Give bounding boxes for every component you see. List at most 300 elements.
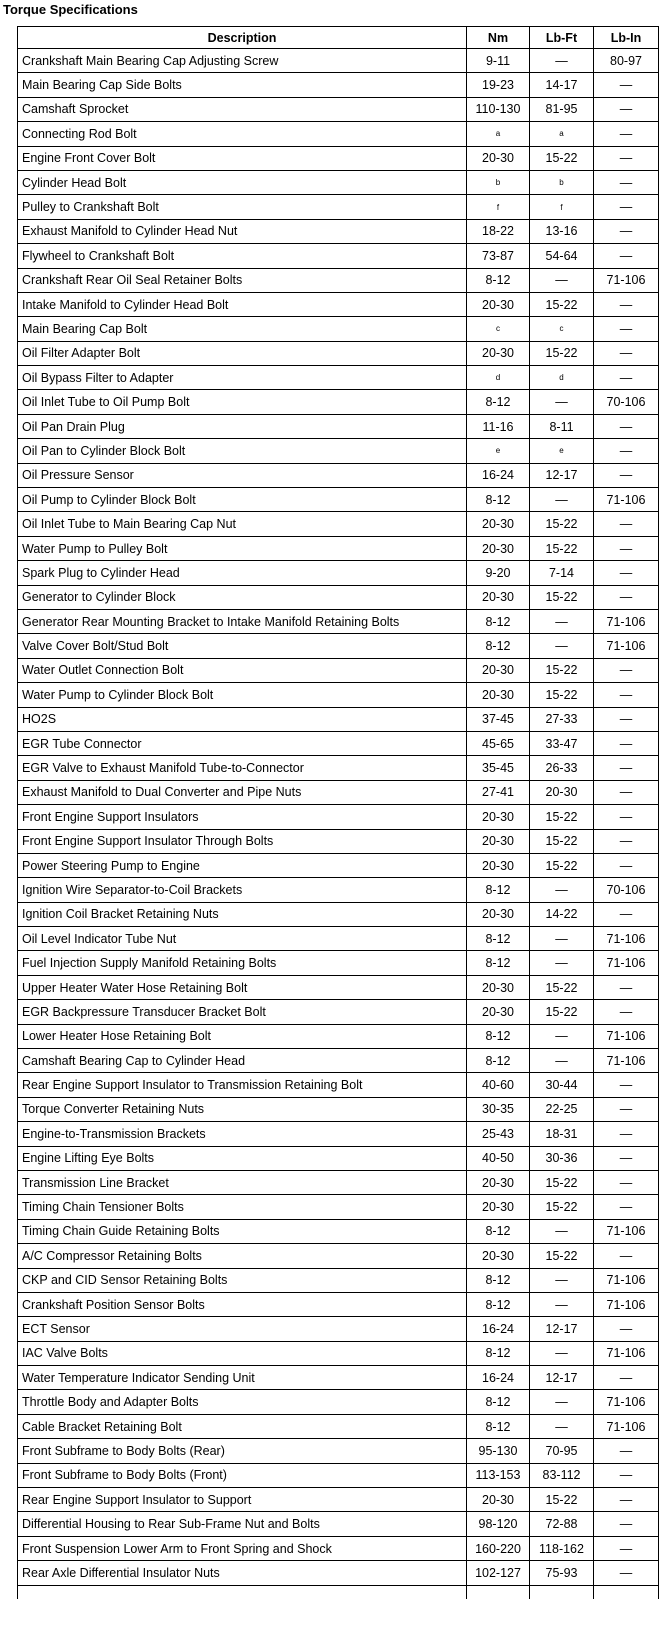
cell-description: Water Outlet Connection Bolt — [18, 658, 467, 682]
cell-lb-in: 71-106 — [594, 1414, 659, 1438]
cell-lb-in: — — [594, 1244, 659, 1268]
cell-lb-in: — — [594, 1366, 659, 1390]
cell-description: Spark Plug to Cylinder Head — [18, 561, 467, 585]
table-row — [18, 1561, 659, 1585]
table-row — [18, 829, 659, 853]
cell-description: Torque Converter Retaining Nuts — [18, 1097, 467, 1121]
cell-description: Oil Inlet Tube to Oil Pump Bolt — [18, 390, 467, 414]
table-row — [18, 49, 659, 73]
cell-lb-ft: 30-36 — [530, 1146, 594, 1170]
cell-description: Water Pump to Cylinder Block Bolt — [18, 683, 467, 707]
table-row — [18, 439, 659, 463]
cell-lb-ft: — — [530, 1219, 594, 1243]
header-lb-ft: Lb-Ft — [530, 27, 594, 49]
table-row — [18, 951, 659, 975]
cell-lb-ft: 15-22 — [530, 512, 594, 536]
cell-lb-ft: 8-11 — [530, 414, 594, 438]
cell-lb-ft: 15-22 — [530, 292, 594, 316]
cell-lb-ft: 14-22 — [530, 902, 594, 926]
cell-lb-in: — — [594, 1097, 659, 1121]
table-row — [18, 219, 659, 243]
cell-description: Camshaft Bearing Cap to Cylinder Head — [18, 1049, 467, 1073]
table-row — [18, 609, 659, 633]
cell-lb-in: — — [594, 414, 659, 438]
cell-lb-in: — — [594, 683, 659, 707]
cell-nm: 8-12 — [467, 390, 530, 414]
table-header-row — [18, 27, 659, 49]
cell-description: Oil Inlet Tube to Main Bearing Cap Nut — [18, 512, 467, 536]
cell-nm: 20-30 — [467, 536, 530, 560]
cell-nm: b — [467, 170, 530, 194]
cell-description: Front Subframe to Body Bolts (Rear) — [18, 1439, 467, 1463]
cell-nm: 27-41 — [467, 780, 530, 804]
cell-nm: 18-22 — [467, 219, 530, 243]
cell-description: Exhaust Manifold to Dual Converter and Pipe Nuts — [18, 780, 467, 804]
cell-nm: 73-87 — [467, 244, 530, 268]
cell-lb-ft: 7-14 — [530, 561, 594, 585]
header-lb-in: Lb-In — [594, 27, 659, 49]
table-row — [18, 414, 659, 438]
cell-lb-ft: — — [530, 1049, 594, 1073]
cell-lb-in: 71-106 — [594, 609, 659, 633]
cell-nm: 8-12 — [467, 1219, 530, 1243]
cell-description: Main Bearing Cap Bolt — [18, 317, 467, 341]
cell-lb-in: — — [594, 561, 659, 585]
cell-nm: 8-12 — [467, 878, 530, 902]
cell-description: Engine Front Cover Bolt — [18, 146, 467, 170]
cell-lb-in: 71-106 — [594, 1390, 659, 1414]
table-row — [18, 1122, 659, 1146]
cell-nm: c — [467, 317, 530, 341]
table-row — [18, 268, 659, 292]
cell-lb-ft: 15-22 — [530, 975, 594, 999]
cell-description: Transmission Line Bracket — [18, 1170, 467, 1194]
empty-cell — [594, 1585, 659, 1599]
cell-nm: 8-12 — [467, 1341, 530, 1365]
cell-description: Rear Engine Support Insulator to Transmission Retaining Bolt — [18, 1073, 467, 1097]
cell-lb-ft: — — [530, 1414, 594, 1438]
cell-nm: 8-12 — [467, 268, 530, 292]
cell-nm: d — [467, 366, 530, 390]
empty-cell — [530, 1585, 594, 1599]
cell-lb-ft: 15-22 — [530, 1195, 594, 1219]
cell-nm: 16-24 — [467, 1317, 530, 1341]
cell-lb-in: 71-106 — [594, 1341, 659, 1365]
cell-lb-ft: — — [530, 634, 594, 658]
cell-lb-ft: 22-25 — [530, 1097, 594, 1121]
table-row — [18, 585, 659, 609]
cell-nm: 16-24 — [467, 1366, 530, 1390]
cell-nm: 16-24 — [467, 463, 530, 487]
cell-lb-ft: 27-33 — [530, 707, 594, 731]
cell-lb-in: — — [594, 658, 659, 682]
cell-lb-in: — — [594, 244, 659, 268]
cell-description: Camshaft Sprocket — [18, 97, 467, 121]
cell-nm: 25-43 — [467, 1122, 530, 1146]
cell-lb-ft: — — [530, 1024, 594, 1048]
table-row — [18, 73, 659, 97]
cell-lb-ft: 33-47 — [530, 731, 594, 755]
cell-lb-in: — — [594, 1073, 659, 1097]
cell-nm: 95-130 — [467, 1439, 530, 1463]
cell-lb-ft: 30-44 — [530, 1073, 594, 1097]
table-row — [18, 97, 659, 121]
cell-description: Water Pump to Pulley Bolt — [18, 536, 467, 560]
table-row — [18, 756, 659, 780]
cell-description: Oil Pan Drain Plug — [18, 414, 467, 438]
cell-lb-in: — — [594, 975, 659, 999]
cell-description: Exhaust Manifold to Cylinder Head Nut — [18, 219, 467, 243]
cell-nm: 20-30 — [467, 1195, 530, 1219]
cell-nm: 8-12 — [467, 1414, 530, 1438]
cell-lb-in: 71-106 — [594, 1024, 659, 1048]
cell-description: Lower Heater Hose Retaining Bolt — [18, 1024, 467, 1048]
cell-lb-ft: — — [530, 927, 594, 951]
table-row — [18, 1146, 659, 1170]
cell-lb-in: — — [594, 707, 659, 731]
cell-lb-ft: 15-22 — [530, 585, 594, 609]
cell-description: HO2S — [18, 707, 467, 731]
cell-nm: e — [467, 439, 530, 463]
cell-lb-in: 80-97 — [594, 49, 659, 73]
table-row — [18, 1463, 659, 1487]
cell-lb-ft: 15-22 — [530, 853, 594, 877]
cell-description: Rear Axle Differential Insulator Nuts — [18, 1561, 467, 1585]
cell-lb-in: — — [594, 292, 659, 316]
cell-nm: 20-30 — [467, 683, 530, 707]
cell-lb-in: — — [594, 463, 659, 487]
cell-description: Flywheel to Crankshaft Bolt — [18, 244, 467, 268]
cell-lb-in: — — [594, 73, 659, 97]
cell-nm: 8-12 — [467, 634, 530, 658]
cell-nm: 9-20 — [467, 561, 530, 585]
cell-lb-in: 71-106 — [594, 1268, 659, 1292]
cell-lb-in: — — [594, 1317, 659, 1341]
cell-lb-in: 71-106 — [594, 951, 659, 975]
cell-lb-in: 71-106 — [594, 927, 659, 951]
cell-lb-ft: 20-30 — [530, 780, 594, 804]
cell-lb-in: 70-106 — [594, 390, 659, 414]
cell-lb-ft: d — [530, 366, 594, 390]
cell-nm: 20-30 — [467, 1488, 530, 1512]
table-row — [18, 536, 659, 560]
cell-description: Differential Housing to Rear Sub-Frame Nut and Bolts — [18, 1512, 467, 1536]
cell-nm: 20-30 — [467, 829, 530, 853]
cell-lb-in: — — [594, 829, 659, 853]
cell-lb-in: 71-106 — [594, 1219, 659, 1243]
cell-lb-ft: 12-17 — [530, 463, 594, 487]
table-row — [18, 146, 659, 170]
table-row — [18, 317, 659, 341]
cell-nm: 8-12 — [467, 1390, 530, 1414]
cell-nm: 30-35 — [467, 1097, 530, 1121]
cell-lb-in: — — [594, 780, 659, 804]
cell-lb-ft: 81-95 — [530, 97, 594, 121]
cell-lb-in: — — [594, 1536, 659, 1560]
table-row — [18, 878, 659, 902]
cell-description: Oil Bypass Filter to Adapter — [18, 366, 467, 390]
cell-lb-in: — — [594, 97, 659, 121]
cell-description: Valve Cover Bolt/Stud Bolt — [18, 634, 467, 658]
table-row — [18, 658, 659, 682]
cell-lb-ft: 14-17 — [530, 73, 594, 97]
cell-nm: 8-12 — [467, 1049, 530, 1073]
table-continuation-row — [18, 1585, 659, 1599]
cell-lb-ft: 15-22 — [530, 1170, 594, 1194]
cell-lb-in: — — [594, 317, 659, 341]
cell-lb-in: — — [594, 1170, 659, 1194]
cell-nm: 20-30 — [467, 585, 530, 609]
cell-lb-ft: — — [530, 1268, 594, 1292]
cell-description: Timing Chain Guide Retaining Bolts — [18, 1219, 467, 1243]
cell-lb-ft: e — [530, 439, 594, 463]
cell-nm: 8-12 — [467, 1292, 530, 1316]
cell-nm: 20-30 — [467, 902, 530, 926]
table-row — [18, 1536, 659, 1560]
table-row — [18, 195, 659, 219]
table-row — [18, 463, 659, 487]
cell-lb-in: — — [594, 170, 659, 194]
cell-lb-in: — — [594, 585, 659, 609]
cell-lb-in: — — [594, 1122, 659, 1146]
page-title: Torque Specifications — [3, 2, 138, 17]
cell-nm: 20-30 — [467, 975, 530, 999]
cell-lb-in: 71-106 — [594, 1049, 659, 1073]
cell-description: Intake Manifold to Cylinder Head Bolt — [18, 292, 467, 316]
header-nm: Nm — [467, 27, 530, 49]
cell-description: Front Engine Support Insulators — [18, 805, 467, 829]
table-row — [18, 1390, 659, 1414]
table-row — [18, 902, 659, 926]
cell-lb-ft: 15-22 — [530, 683, 594, 707]
cell-lb-ft: b — [530, 170, 594, 194]
cell-nm: 8-12 — [467, 927, 530, 951]
cell-description: Timing Chain Tensioner Bolts — [18, 1195, 467, 1219]
cell-lb-ft: 15-22 — [530, 1488, 594, 1512]
cell-lb-ft: 15-22 — [530, 341, 594, 365]
cell-lb-in: — — [594, 536, 659, 560]
cell-nm: 20-30 — [467, 658, 530, 682]
cell-lb-in: — — [594, 1561, 659, 1585]
cell-nm: 102-127 — [467, 1561, 530, 1585]
cell-description: Crankshaft Position Sensor Bolts — [18, 1292, 467, 1316]
cell-lb-in: — — [594, 439, 659, 463]
cell-description: EGR Tube Connector — [18, 731, 467, 755]
cell-lb-in: — — [594, 805, 659, 829]
cell-lb-ft: 18-31 — [530, 1122, 594, 1146]
cell-lb-ft: 83-112 — [530, 1463, 594, 1487]
empty-cell — [18, 1585, 467, 1599]
cell-description: Water Temperature Indicator Sending Unit — [18, 1366, 467, 1390]
cell-lb-ft: a — [530, 122, 594, 146]
cell-lb-ft: f — [530, 195, 594, 219]
table-row — [18, 561, 659, 585]
cell-nm: 8-12 — [467, 1268, 530, 1292]
cell-description: Upper Heater Water Hose Retaining Bolt — [18, 975, 467, 999]
table-row — [18, 390, 659, 414]
table-row — [18, 1244, 659, 1268]
table-row — [18, 244, 659, 268]
cell-nm: 20-30 — [467, 146, 530, 170]
table-row — [18, 1170, 659, 1194]
cell-lb-ft: — — [530, 268, 594, 292]
cell-lb-ft: — — [530, 609, 594, 633]
table-row — [18, 1512, 659, 1536]
cell-description: Pulley to Crankshaft Bolt — [18, 195, 467, 219]
cell-description: Rear Engine Support Insulator to Support — [18, 1488, 467, 1512]
table-row — [18, 683, 659, 707]
cell-lb-in: 71-106 — [594, 488, 659, 512]
cell-lb-in: — — [594, 853, 659, 877]
cell-lb-ft: 13-16 — [530, 219, 594, 243]
cell-nm: 8-12 — [467, 609, 530, 633]
cell-lb-ft: c — [530, 317, 594, 341]
table-row — [18, 292, 659, 316]
cell-description: Fuel Injection Supply Manifold Retaining Bolts — [18, 951, 467, 975]
cell-description: Oil Pressure Sensor — [18, 463, 467, 487]
table-row — [18, 170, 659, 194]
cell-lb-ft: 54-64 — [530, 244, 594, 268]
cell-nm: 40-60 — [467, 1073, 530, 1097]
table-row — [18, 1195, 659, 1219]
table-row — [18, 512, 659, 536]
cell-lb-in: — — [594, 1195, 659, 1219]
table-row — [18, 707, 659, 731]
cell-description: Cylinder Head Bolt — [18, 170, 467, 194]
cell-nm: 20-30 — [467, 1244, 530, 1268]
table-row — [18, 1488, 659, 1512]
cell-nm: 37-45 — [467, 707, 530, 731]
cell-description: Generator Rear Mounting Bracket to Intake Manifold Retaining Bolts — [18, 609, 467, 633]
torque-spec-table — [17, 26, 659, 1599]
table-row — [18, 488, 659, 512]
cell-lb-in: 70-106 — [594, 878, 659, 902]
table-row — [18, 1097, 659, 1121]
table-row — [18, 341, 659, 365]
cell-nm: 20-30 — [467, 341, 530, 365]
cell-lb-ft: — — [530, 49, 594, 73]
cell-nm: 20-30 — [467, 805, 530, 829]
cell-lb-in: — — [594, 1439, 659, 1463]
cell-description: Engine Lifting Eye Bolts — [18, 1146, 467, 1170]
cell-description: Front Subframe to Body Bolts (Front) — [18, 1463, 467, 1487]
cell-description: Crankshaft Main Bearing Cap Adjusting Screw — [18, 49, 467, 73]
table-row — [18, 366, 659, 390]
cell-nm: 20-30 — [467, 512, 530, 536]
cell-nm: 110-130 — [467, 97, 530, 121]
cell-description: A/C Compressor Retaining Bolts — [18, 1244, 467, 1268]
cell-nm: 20-30 — [467, 853, 530, 877]
table-row — [18, 1073, 659, 1097]
cell-nm: 20-30 — [467, 1000, 530, 1024]
cell-lb-in: — — [594, 902, 659, 926]
cell-lb-ft: 15-22 — [530, 1000, 594, 1024]
cell-lb-ft: 15-22 — [530, 1244, 594, 1268]
cell-nm: 35-45 — [467, 756, 530, 780]
cell-lb-in: 71-106 — [594, 268, 659, 292]
cell-lb-in: — — [594, 366, 659, 390]
cell-nm: 19-23 — [467, 73, 530, 97]
cell-nm: 9-11 — [467, 49, 530, 73]
cell-description: IAC Valve Bolts — [18, 1341, 467, 1365]
cell-nm: 8-12 — [467, 951, 530, 975]
cell-lb-ft: — — [530, 951, 594, 975]
cell-lb-ft: 26-33 — [530, 756, 594, 780]
cell-lb-ft: — — [530, 878, 594, 902]
cell-description: Main Bearing Cap Side Bolts — [18, 73, 467, 97]
cell-description: CKP and CID Sensor Retaining Bolts — [18, 1268, 467, 1292]
cell-lb-ft: 15-22 — [530, 146, 594, 170]
cell-description: Connecting Rod Bolt — [18, 122, 467, 146]
cell-lb-in: — — [594, 1146, 659, 1170]
cell-lb-ft: 15-22 — [530, 805, 594, 829]
cell-lb-ft: 70-95 — [530, 1439, 594, 1463]
cell-lb-ft: 15-22 — [530, 536, 594, 560]
cell-lb-in: — — [594, 122, 659, 146]
cell-description: Engine-to-Transmission Brackets — [18, 1122, 467, 1146]
cell-description: Oil Filter Adapter Bolt — [18, 341, 467, 365]
cell-description: Power Steering Pump to Engine — [18, 853, 467, 877]
cell-lb-ft: — — [530, 488, 594, 512]
table-row — [18, 780, 659, 804]
cell-description: Throttle Body and Adapter Bolts — [18, 1390, 467, 1414]
cell-nm: 8-12 — [467, 488, 530, 512]
cell-lb-ft: 12-17 — [530, 1317, 594, 1341]
cell-nm: 20-30 — [467, 292, 530, 316]
cell-lb-ft: 15-22 — [530, 658, 594, 682]
cell-description: EGR Valve to Exhaust Manifold Tube-to-Connector — [18, 756, 467, 780]
cell-description: EGR Backpressure Transducer Bracket Bolt — [18, 1000, 467, 1024]
cell-nm: 40-50 — [467, 1146, 530, 1170]
table-row — [18, 1024, 659, 1048]
cell-nm: 45-65 — [467, 731, 530, 755]
header-description: Description — [18, 27, 467, 49]
table-row — [18, 1049, 659, 1073]
cell-description: Front Engine Support Insulator Through Bolts — [18, 829, 467, 853]
table-row — [18, 853, 659, 877]
cell-lb-in: — — [594, 195, 659, 219]
cell-description: Oil Pump to Cylinder Block Bolt — [18, 488, 467, 512]
cell-description: Cable Bracket Retaining Bolt — [18, 1414, 467, 1438]
table-row — [18, 1219, 659, 1243]
cell-description: Ignition Coil Bracket Retaining Nuts — [18, 902, 467, 926]
cell-lb-ft: — — [530, 1390, 594, 1414]
cell-description: Oil Level Indicator Tube Nut — [18, 927, 467, 951]
table-row — [18, 805, 659, 829]
cell-lb-ft: — — [530, 390, 594, 414]
cell-description: Ignition Wire Separator-to-Coil Brackets — [18, 878, 467, 902]
cell-lb-ft: — — [530, 1341, 594, 1365]
cell-lb-ft: 75-93 — [530, 1561, 594, 1585]
cell-description: Crankshaft Rear Oil Seal Retainer Bolts — [18, 268, 467, 292]
table-row — [18, 927, 659, 951]
cell-lb-ft: — — [530, 1292, 594, 1316]
cell-lb-ft: 72-88 — [530, 1512, 594, 1536]
cell-nm: 11-16 — [467, 414, 530, 438]
cell-nm: 8-12 — [467, 1024, 530, 1048]
table-row — [18, 975, 659, 999]
cell-nm: 113-153 — [467, 1463, 530, 1487]
table-row — [18, 731, 659, 755]
cell-lb-in: 71-106 — [594, 634, 659, 658]
cell-nm: a — [467, 122, 530, 146]
table-row — [18, 1366, 659, 1390]
table-row — [18, 1439, 659, 1463]
cell-nm: 98-120 — [467, 1512, 530, 1536]
cell-lb-ft: 118-162 — [530, 1536, 594, 1560]
cell-lb-in: — — [594, 756, 659, 780]
cell-lb-in: — — [594, 512, 659, 536]
